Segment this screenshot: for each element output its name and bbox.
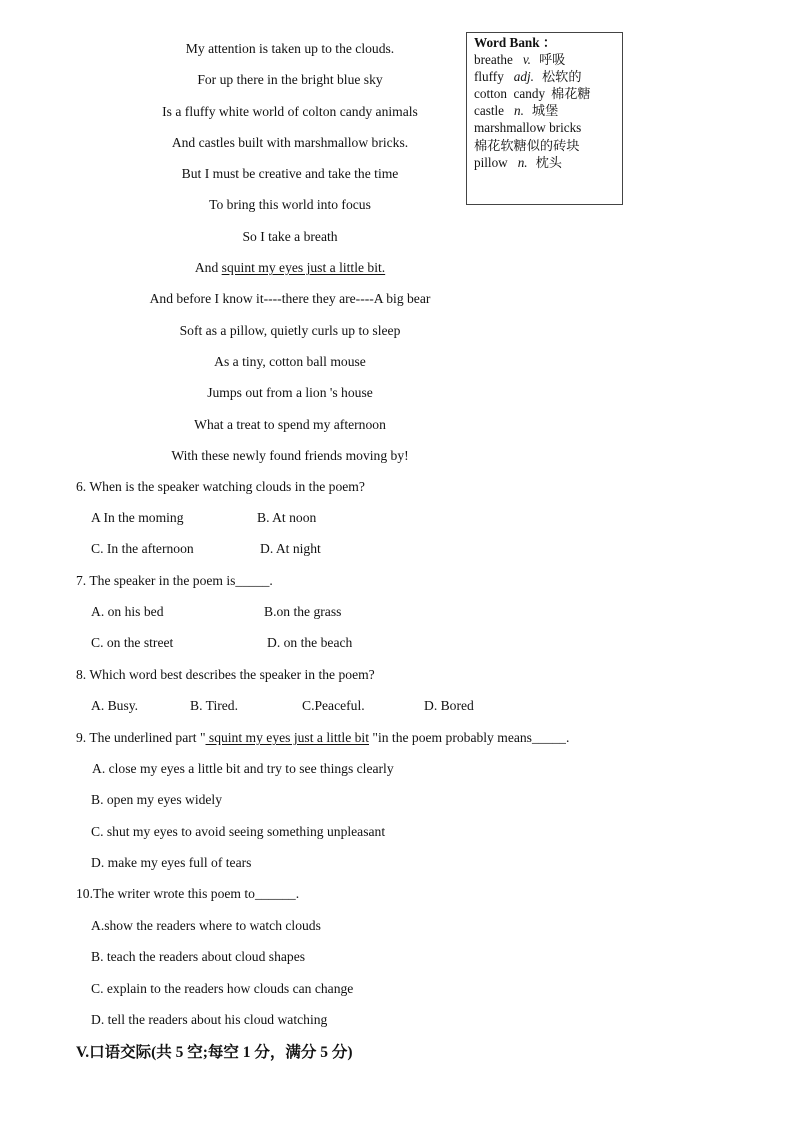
word-bank-meaning: 枕头 bbox=[535, 154, 562, 170]
word-bank-word: fluffy bbox=[474, 69, 504, 85]
word-bank-meaning: 松软的 bbox=[541, 69, 582, 85]
question-8-option-b[interactable]: B. Tired. bbox=[190, 698, 238, 713]
question-9-underlined-phrase: squint my eyes just a little bit bbox=[205, 730, 369, 745]
question-6-option-b[interactable]: B. At noon bbox=[257, 510, 317, 525]
poem-line-prefix: And bbox=[194, 260, 222, 276]
question-10-option-d[interactable]: D. tell the readers about his cloud watching bbox=[91, 1012, 328, 1027]
poem-line: My attention is taken up to the clouds. bbox=[185, 41, 395, 56]
question-8-option-a[interactable]: A. Busy. bbox=[91, 698, 139, 713]
word-bank-pos: adj. bbox=[513, 69, 534, 85]
question-7-option-b[interactable]: B.on the grass bbox=[264, 604, 342, 619]
question-9-stem-prefix: 9. The underlined part " bbox=[76, 730, 206, 745]
poem-line: As a tiny, cotton ball mouse bbox=[214, 353, 366, 369]
poem bbox=[60, 40, 520, 478]
question-10-option-a[interactable]: A.show the readers where to watch clouds bbox=[91, 918, 321, 933]
word-bank-word: castle bbox=[474, 103, 505, 119]
question-8-stem: 8. Which word best describes the speaker in the poem? bbox=[76, 667, 375, 682]
poem-line: So I take a breath bbox=[242, 228, 338, 244]
word-bank-row bbox=[474, 137, 622, 154]
question-8-option-c[interactable]: C.Peaceful. bbox=[302, 698, 365, 713]
word-bank-row bbox=[474, 51, 622, 68]
poem-line: And before I know it----there they are----A big bear bbox=[149, 291, 431, 307]
question-9-option-a[interactable]: A. close my eyes a little bit and try to see things clearly bbox=[92, 761, 394, 776]
word-bank-word: pillow bbox=[474, 154, 508, 170]
word-bank-pos: v. bbox=[522, 52, 531, 68]
question-10-option-c[interactable]: C. explain to the readers how clouds can change bbox=[91, 981, 354, 996]
poem-line: Soft as a pillow, quietly curls up to sleep bbox=[179, 322, 401, 338]
question-7-option-a[interactable]: A. on his bed bbox=[91, 604, 164, 619]
question-9-stem bbox=[76, 729, 569, 747]
question-10-stem: 10.The writer wrote this poem to______. bbox=[76, 886, 300, 901]
word-bank-row bbox=[474, 119, 622, 136]
question-9-option-b[interactable]: B. open my eyes widely bbox=[91, 792, 223, 807]
word-bank-pos: n. bbox=[514, 103, 524, 119]
poem-line: Is a fluffy white world of colton candy animals bbox=[162, 103, 418, 119]
question-9-stem-suffix: "in the poem probably means_____. bbox=[369, 730, 570, 745]
poem-line-underlined bbox=[60, 259, 520, 290]
question-7-stem: 7. The speaker in the poem is_____. bbox=[76, 573, 273, 588]
word-bank-meaning: 棉花糖 bbox=[551, 86, 591, 102]
poem-line: For up there in the bright blue sky bbox=[197, 72, 383, 88]
word-bank-box bbox=[466, 32, 623, 205]
poem-line: And castles built with marshmallow bricks. bbox=[171, 134, 409, 150]
question-6-stem: 6. When is the speaker watching clouds in the poem? bbox=[76, 479, 365, 494]
word-bank-meaning: 城堡 bbox=[531, 103, 559, 119]
question-9-option-d[interactable]: D. make my eyes full of tears bbox=[91, 855, 252, 870]
word-bank-word: 棉花软糖似的砖块 bbox=[474, 137, 580, 153]
word-bank-word: breathe bbox=[474, 52, 513, 68]
word-bank-row bbox=[474, 102, 622, 119]
poem-line: But I must be creative and take the time bbox=[181, 166, 399, 182]
question-7-option-c[interactable]: C. on the street bbox=[91, 635, 174, 650]
poem-line: With these newly found friends moving by! bbox=[171, 447, 409, 463]
word-bank-word: cotton candy bbox=[474, 86, 546, 102]
poem-line: To bring this world into focus bbox=[209, 197, 371, 213]
question-10-option-b[interactable]: B. teach the readers about cloud shapes bbox=[91, 949, 306, 964]
word-bank-pos: n. bbox=[517, 154, 528, 170]
question-6-option-d[interactable]: D. At night bbox=[260, 541, 321, 556]
word-bank-row bbox=[474, 85, 622, 102]
word-bank-word: marshmallow bricks bbox=[474, 120, 582, 136]
poem-line: What a treat to spend my afternoon bbox=[194, 416, 386, 432]
word-bank-meaning: 呼吸 bbox=[538, 52, 566, 68]
question-9-option-c[interactable]: C. shut my eyes to avoid seeing something unpleasant bbox=[91, 824, 386, 839]
question-6-option-c[interactable]: C. In the afternoon bbox=[91, 541, 194, 556]
question-7-option-d[interactable]: D. on the beach bbox=[267, 635, 353, 650]
question-8-option-d[interactable]: D. Bored bbox=[424, 698, 474, 713]
section-heading: V.口语交际(共 5 空;每空 1 分，满分 5 分) bbox=[76, 1044, 353, 1061]
word-bank-row bbox=[474, 154, 622, 171]
question-6-option-a[interactable]: A In the moming bbox=[91, 510, 184, 525]
underlined-phrase: squint my eyes just a little bit. bbox=[221, 260, 386, 276]
poem-line: Jumps out from a lion 's house bbox=[207, 385, 373, 401]
word-bank-row bbox=[474, 68, 622, 85]
word-bank-title: Word Bank ： bbox=[474, 35, 557, 50]
